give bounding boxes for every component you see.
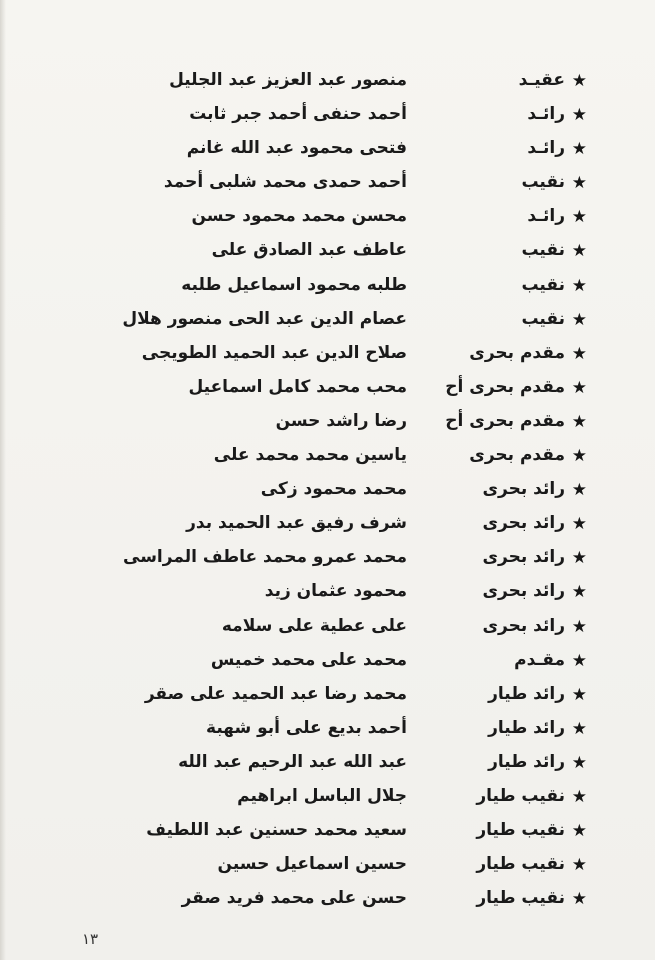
rank-label: رائـد xyxy=(527,138,565,159)
star-bullet-icon: ★ xyxy=(571,480,587,501)
rank-label: مقـدم xyxy=(514,649,565,670)
list-item xyxy=(0,577,655,611)
rank-label: نقيب xyxy=(521,172,565,193)
star-bullet-icon: ★ xyxy=(571,446,587,467)
list-item xyxy=(0,66,655,100)
star-bullet-icon: ★ xyxy=(571,139,587,160)
star-bullet-icon: ★ xyxy=(571,411,587,432)
officer-name: محمود عثمان زيد xyxy=(264,581,407,602)
star-bullet-icon: ★ xyxy=(571,309,587,330)
rank-label: نقيب طيار xyxy=(476,888,565,909)
list-item xyxy=(0,816,655,850)
star-bullet-icon: ★ xyxy=(571,582,587,603)
star-bullet-icon: ★ xyxy=(571,71,587,91)
list-item xyxy=(0,339,655,373)
rank-label: رائد طيار xyxy=(488,717,565,738)
officer-name: صلاح الدين عبد الحميد الطويجى xyxy=(141,342,407,363)
list-item xyxy=(0,236,655,270)
rank-label: نقيب xyxy=(521,274,565,295)
rank-label: رائد بحرى xyxy=(482,615,565,636)
officer-name: عاطف عبد الصادق على xyxy=(211,240,407,261)
star-bullet-icon: ★ xyxy=(571,207,587,228)
list-item xyxy=(0,612,655,646)
list-item xyxy=(0,680,655,714)
rank-label: نقيب xyxy=(521,308,565,329)
rank-label: نقيب طيار xyxy=(476,854,565,875)
officer-name: جلال الباسل ابراهيم xyxy=(237,785,407,806)
rank-label: رائـد xyxy=(527,206,565,227)
list-item xyxy=(0,271,655,305)
officer-name: منصور عبد العزيز عبد الجليل xyxy=(169,70,407,90)
list-item xyxy=(0,407,655,441)
star-bullet-icon: ★ xyxy=(571,241,587,262)
list-item xyxy=(0,100,655,134)
rank-label: مقدم بحرى أح xyxy=(445,410,565,431)
rank-label: رائد بحرى xyxy=(482,581,565,602)
star-bullet-icon: ★ xyxy=(571,275,587,296)
rank-label: عقيـد xyxy=(518,70,565,90)
star-bullet-icon: ★ xyxy=(571,786,587,807)
rank-label: نقيب طيار xyxy=(476,820,565,841)
list-item xyxy=(0,202,655,236)
officer-name: عصام الدين عبد الحى منصور هلال xyxy=(122,308,407,329)
rank-label: رائد طيار xyxy=(488,683,565,704)
officer-name: محمد رضا عبد الحميد على صقر xyxy=(144,683,407,704)
officer-name: سعيد محمد حسنين عبد اللطيف xyxy=(146,820,407,841)
officer-name: أحمد حنفى أحمد جبر ثابت xyxy=(189,104,407,125)
star-bullet-icon: ★ xyxy=(571,173,587,194)
officer-name: محسن محمد محمود حسن xyxy=(191,206,407,227)
rank-label: رائد بحرى xyxy=(482,547,565,568)
star-bullet-icon: ★ xyxy=(571,514,587,535)
officer-name: على عطية على سلامه xyxy=(221,615,407,636)
rank-label: رائـد xyxy=(527,104,565,125)
officer-name: طلبه محمود اسماعيل طلبه xyxy=(181,274,407,295)
officer-name: محمد عمرو محمد عاطف المراسى xyxy=(123,547,407,568)
list-item xyxy=(0,373,655,407)
officer-name: فتحى محمود عبد الله غانم xyxy=(186,138,407,159)
page-number: ١٣ xyxy=(82,930,99,948)
list-item xyxy=(0,748,655,782)
list-item xyxy=(0,782,655,816)
list-item xyxy=(0,168,655,202)
star-bullet-icon: ★ xyxy=(571,821,587,842)
rank-label: رائد طيار xyxy=(488,751,565,772)
list-item xyxy=(0,884,655,918)
rank-label: مقدم بحرى xyxy=(469,342,565,363)
officer-name: حسين اسماعيل حسين xyxy=(217,854,407,875)
star-bullet-icon: ★ xyxy=(571,650,587,671)
star-bullet-icon: ★ xyxy=(571,855,587,876)
officer-name: أحمد حمدى محمد شلبى أحمد xyxy=(163,172,407,193)
list-item xyxy=(0,850,655,884)
officer-name: عبد الله عبد الرحيم عبد الله xyxy=(178,751,407,772)
list-item xyxy=(0,475,655,509)
star-bullet-icon: ★ xyxy=(571,377,587,398)
list-item xyxy=(0,714,655,748)
list-item xyxy=(0,543,655,577)
star-bullet-icon: ★ xyxy=(571,889,587,910)
rank-label: مقدم بحرى أح xyxy=(445,376,565,397)
rank-label: نقيب طيار xyxy=(476,785,565,806)
officer-name: رضا راشد حسن xyxy=(275,410,407,431)
rank-label: رائد بحرى xyxy=(482,513,565,534)
star-bullet-icon: ★ xyxy=(571,548,587,569)
officer-name: ياسين محمد محمد على xyxy=(213,445,407,466)
officer-name: محمد على محمد خميس xyxy=(210,649,407,670)
star-bullet-icon: ★ xyxy=(571,343,587,364)
list-item xyxy=(0,646,655,680)
officer-name: أحمد بديع على أبو شهبة xyxy=(206,717,407,738)
list-item xyxy=(0,509,655,543)
star-bullet-icon: ★ xyxy=(571,752,587,773)
star-bullet-icon: ★ xyxy=(571,616,587,637)
rank-label: نقيب xyxy=(521,240,565,261)
officer-name: محمد محمود زكى xyxy=(260,479,407,500)
rank-label: مقدم بحرى xyxy=(469,445,565,466)
list-item xyxy=(0,134,655,168)
rank-label: رائد بحرى xyxy=(482,479,565,500)
star-bullet-icon: ★ xyxy=(571,105,587,126)
star-bullet-icon: ★ xyxy=(571,684,587,705)
star-bullet-icon: ★ xyxy=(571,718,587,739)
officer-list xyxy=(0,66,655,918)
list-item xyxy=(0,305,655,339)
officer-name: حسن على محمد فريد صقر xyxy=(181,888,407,909)
list-item xyxy=(0,441,655,475)
officer-name: محب محمد كامل اسماعيل xyxy=(188,376,407,397)
officer-name: شرف رفيق عبد الحميد بدر xyxy=(186,513,407,534)
